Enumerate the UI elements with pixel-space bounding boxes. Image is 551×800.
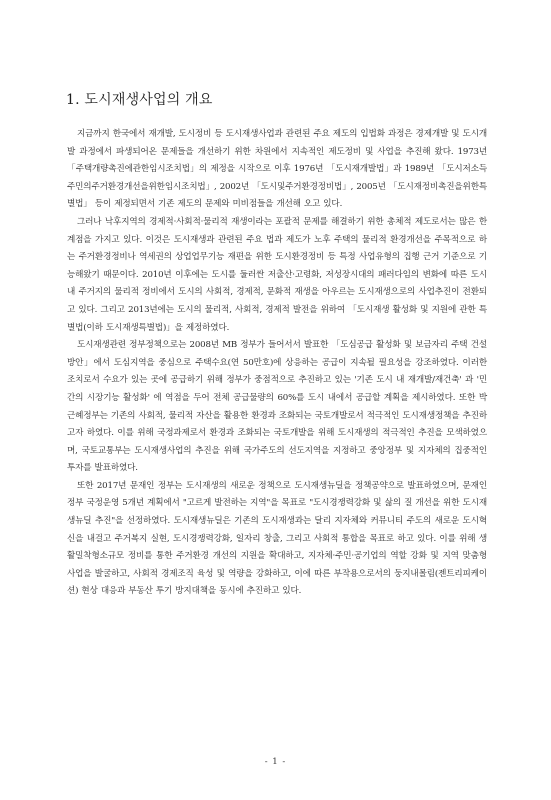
- paragraph-1: 지금까지 한국에서 재개발, 도시정비 등 도시재생사업과 관련된 주요 제도의 입법화 과정은 경제개발 및 도시개발 과정에서 파생되어온 문제들을 개선하기 위한 차원에서 지속적인 제도정비 및 사업을 추진해 왔다. 1973년 「주택개량촉진에관한임시조치법」의 제정을 시작으로 이후 1976년 「도시재개발법」과 1989년 「도시저소득주민의주거환경개선을위한임시조치법」, 2002년 「도시및주거환경정비법」, 2005년 「도시재정비촉진을위한특별법」 등이 제정되면서 기존 제도의 문제와 미비점들을 개선해 오고 있다.: [67, 129, 487, 210]
- page-number: - 1 -: [264, 757, 287, 767]
- paragraph-2: 그러나 낙후지역의 경제적·사회적·물리적 재생이라는 포괄적 문제를 해결하기 위한 총체적 제도로서는 많은 한계점을 가지고 있다. 이것은 도시재생과 관련된 주요 법과 제도가 노후 주택의 물리적 환경개선을 주목적으로 하는 주거환경정비나 역세권의 상업업무기능 재편을 위한 도시환경정비 등 특정 사업유형의 집행 근거 기준으로 기능해왔기 때문이다. 2010년 이후에는 도시를 둘러싼 저출산·고령화, 저성장시대의 패러다임의 변화에 따른 도시내 주거지의 물리적 정비에서 도시의 사회적, 경제적, 문화적 재생을 아우르는 도시재생으로의 사업추진이 전환되고 있다. 그리고 2013년에는 도시의 물리적, 사회적, 경제적 발전을 위하여 「도시재생 활성화 및 지원에 관한 특별법(이하 도시재생특별법)」을 제정하였다.: [67, 216, 487, 333]
- paragraph-4: 또한 2017년 문재인 정부는 도시재생의 새로운 정책으로 도시재생뉴딜을 정책공약으로 발표하였으며, 문재인정부 국정운영 5개년 계획에서 "고르게 발전하는 지역"을 목표로 "도시경쟁력강화 및 삶의 질 개선을 위한 도시재생뉴딜 추진"을 선정하였다. 도시재생뉴딜은 기존의 도시재생과는 달리 지자체와 커뮤니티 주도의 새로운 도시혁신을 내걸고 주거복지 실현, 도시경쟁력강화, 일자리 창출, 그리고 사회적 통합을 목표로 하고 있다. 이를 위해 생활밀착형소규모 정비를 통한 주거환경 개선의 지원을 확대하고, 지자체·주민·공기업의 역할 강화 및 지역 맞춤형 사업을 발굴하고, 사회적 경제조직 육성 및 역량을 강화하고, 이에 따른 부작용으로서의 둥지내몰림(젠트리피케이션) 현상 대응과 부동산 투기 방지대책을 동시에 추진하고 있다.: [67, 480, 487, 597]
- body-text: [67, 126, 487, 601]
- section-heading: 1. 도시재생사업의 개요: [66, 92, 213, 108]
- paragraph-3: 도시재생관련 정부정책으로는 2008년 MB 정부가 들어서서 발표한 「도심공급 활성화 및 보금자리 주택 건설방안」에서 도심지역을 중심으로 주택수요(연 50만호)에 상응하는 공급이 지속될 필요성을 강조하였다. 이러한 조치로서 수요가 있는 곳에 공급하기 위해 정부가 중점적으로 추진하고 있는 '기존 도시 내 재개발/재건축' 과 '민간의 시장기능 활성화' 에 역점을 두어 전체 공급물량의 60%를 도시 내에서 공급할 계획을 제시하였다. 또한 박근혜정부는 기존의 사회적, 물리적 자산을 활용한 환경과 조화되는 국토개발로서 적극적인 도시재생정책을 추진하고자 하였다. 이를 위해 국정과제로서 환경과 조화되는 국토개발을 위해 도시재생의 적극적인 추진을 모색하였으며, 국토교통부는 도시재생사업의 추진을 위해 국가주도의 선도지역을 지정하고 중앙정부 및 지자체의 집중적인 투자를 발표하였다.: [67, 340, 487, 474]
